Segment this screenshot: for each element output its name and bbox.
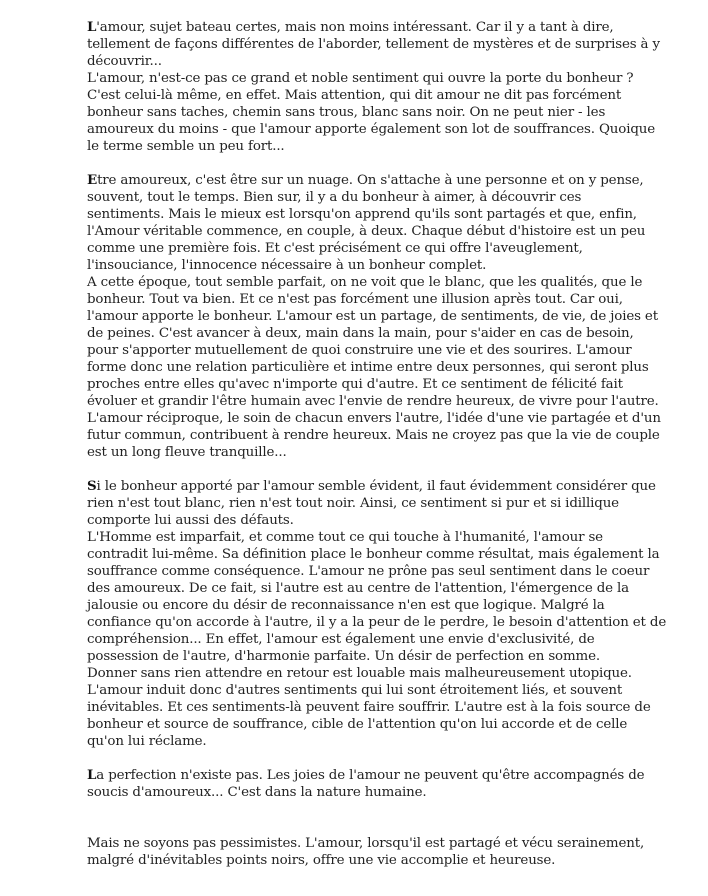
line-text: l'Amour véritable commence, en couple, à deux. Chaque début d'histoire est un peu [87,224,646,239]
text-line [87,631,647,648]
line-text: i le bonheur apporté par l'amour semble évident, il faut évidemment considérer que [96,479,656,494]
line-text: C'est celui-là même, en effet. Mais attention, qui dit amour ne dit pas forcément [87,88,622,103]
text-line [87,784,647,801]
text-line [87,716,647,733]
line-text: jalousie ou encore du désir de reconnaissance n'en est que logique. Malgré la [87,598,605,613]
text-line [87,410,661,427]
line-text: proches entre elles qu'avec n'importe qui d'autre. Et ce sentiment de félicité fait [87,377,623,392]
paragraph-3 [87,478,667,750]
line-text: le terme semble un peu fort... [87,139,285,154]
line-text: A cette époque, tout semble parfait, on ne voit que le blanc, que les qualités, que le [87,275,643,290]
line-text: L'amour réciproque, le soin de chacun envers l'autre, l'idée d'une vie partagée et d'un [87,411,661,426]
text-line [87,240,647,257]
line-text: est un long fleuve tranquille... [87,445,287,460]
line-text: souffrance comme conséquence. L'amour ne prône pas seul sentiment dans le coeur [87,564,650,579]
line-text: amoureux du moins - que l'amour apporte également son lot de souffrances. Quoique [87,122,655,137]
text-line [87,852,647,869]
line-text: tellement de façons différentes de l'aborder, tellement de mystères et de surprises à y [87,37,660,52]
line-text: L'amour induit donc d'autres sentiments qui lui sont étroitement liés, et souvent [87,683,623,698]
line-text: souvent, tout le temps. Bien sur, il y a du bonheur à aimer, à découvrir ces [87,190,582,205]
text-line [87,665,647,682]
line-text: bonheur sans taches, chemin sans trous, blanc sans noir. On ne peut nier - les [87,105,606,120]
paragraph-spacer [87,801,647,835]
line-text: comporte lui aussi des défauts. [87,513,294,528]
line-text: tre amoureux, c'est être sur un nuage. On s'attache à une personne et on y pense, [97,173,644,188]
text-line [87,138,647,155]
text-line [87,529,647,546]
text-line [87,342,647,359]
paragraph-spacer [87,155,647,172]
text-line [87,70,647,87]
text-line [87,512,647,529]
text-line [87,427,660,444]
text-line [87,546,660,563]
text-line [87,359,647,376]
text-line [87,121,655,138]
text-line [87,699,651,716]
text-line [87,597,647,614]
paragraph-2 [87,172,661,461]
line-text: l'insouciance, l'innocence nécessaire à un bonheur complet. [87,258,487,273]
text-line [87,393,659,410]
line-text: 'amour, sujet bateau certes, mais non moins intéressant. Car il y a tant à dire, [96,20,614,35]
line-text: rien n'est tout blanc, rien n'est tout noir. Ainsi, ce sentiment si pur et si idillique [87,496,619,511]
text-line [87,614,667,631]
line-text: de peines. C'est avancer à deux, main dans la main, pour s'aider en cas de besoin, [87,326,634,341]
line-text: futur commun, contribuent à rendre heureux. Mais ne croyez pas que la vie de couple [87,428,660,443]
text-line [87,580,647,597]
drop-initial: E [87,172,98,188]
line-text: contradit lui-même. Sa définition place le bonheur comme résultat, mais également la [87,547,660,562]
line-text: bonheur. Tout va bien. Et ce n'est pas forcément une illusion après tout. Car oui, [87,292,623,307]
line-text: possession de l'autre, d'harmonie parfaite. Un désir de perfection en somme. [87,649,600,664]
line-text: confiance qu'on accorde à l'autre, il y a la peur de le perdre, le besoin d'attention et de [87,615,667,630]
line-text: Mais ne soyons pas pessimistes. L'amour, lorsqu'il est partagé et vécu serainement, [87,836,645,851]
line-text: pour s'apporter mutuellement de quoi construire une vie et des sourires. L'amour [87,343,632,358]
text-line [87,682,647,699]
line-text: comme une première fois. Et c'est précisément ce qui offre l'aveuglement, [87,241,583,256]
line-text: malgré d'inévitables points noirs, offre une vie accomplie et heureuse. [87,853,556,868]
line-text: L'Homme est imparfait, et comme tout ce qui touche à l'humanité, l'amour se [87,530,603,545]
line-text: découvrir... [87,54,162,69]
text-line [87,53,647,70]
paragraph-spacer [87,750,647,767]
paragraph-4 [87,767,647,801]
text-line [87,36,660,53]
text-line [87,376,647,393]
line-text: forme donc une relation particulière et intime entre deux personnes, qui seront plus [87,360,649,375]
line-text: l'amour apporte le bonheur. L'amour est un partage, de sentiments, de vie, de joies et [87,309,658,324]
paragraph-5 [87,835,647,869]
text-line [87,308,658,325]
line-text: bonheur et source de souffrance, cible de l'attention qu'on lui accorde et de celle [87,717,628,732]
text-line [87,325,647,342]
text-line [87,274,647,291]
text-line [87,189,647,206]
text-line [87,733,647,750]
essay-body [87,19,667,869]
paragraph-1 [87,19,660,155]
text-line [87,835,647,852]
line-text: Donner sans rien attendre en retour est louable mais malheureusement utopique. [87,666,632,681]
text-line [87,478,656,495]
text-line [87,648,647,665]
line-text: L'amour, n'est-ce pas ce grand et noble sentiment qui ouvre la porte du bonheur ? [87,71,634,86]
text-line [87,291,647,308]
line-text: inévitables. Et ces sentiments-là peuvent faire souffrir. L'autre est à la fois source de [87,700,651,715]
line-text: a perfection n'existe pas. Les joies de l'amour ne peuvent qu'être accompagnés de [96,768,645,783]
text-line [87,767,647,784]
line-text: compréhension... En effet, l'amour est également une envie d'exclusivité, de [87,632,595,647]
line-text: évoluer et grandir l'être humain avec l'envie de rendre heureux, de vivre pour l'autre. [87,394,659,409]
text-line [87,257,647,274]
line-text: sentiments. Mais le mieux est lorsqu'on apprend qu'ils sont partagés et que, enfin, [87,207,637,222]
text-line [87,495,647,512]
text-line [87,223,647,240]
text-line [87,104,647,121]
drop-initial: S [87,478,97,494]
text-line [87,87,647,104]
paragraph-spacer [87,461,647,478]
drop-initial: L [87,767,97,783]
text-line [87,206,647,223]
line-text: des amoureux. De ce fait, si l'autre est au centre de l'attention, l'émergence de la [87,581,629,596]
text-line [87,563,650,580]
drop-initial: L [87,19,97,35]
text-line [87,172,647,189]
text-line [87,444,647,461]
line-text: qu'on lui réclame. [87,734,207,749]
text-line [87,19,647,36]
line-text: soucis d'amoureux... C'est dans la nature humaine. [87,785,427,800]
